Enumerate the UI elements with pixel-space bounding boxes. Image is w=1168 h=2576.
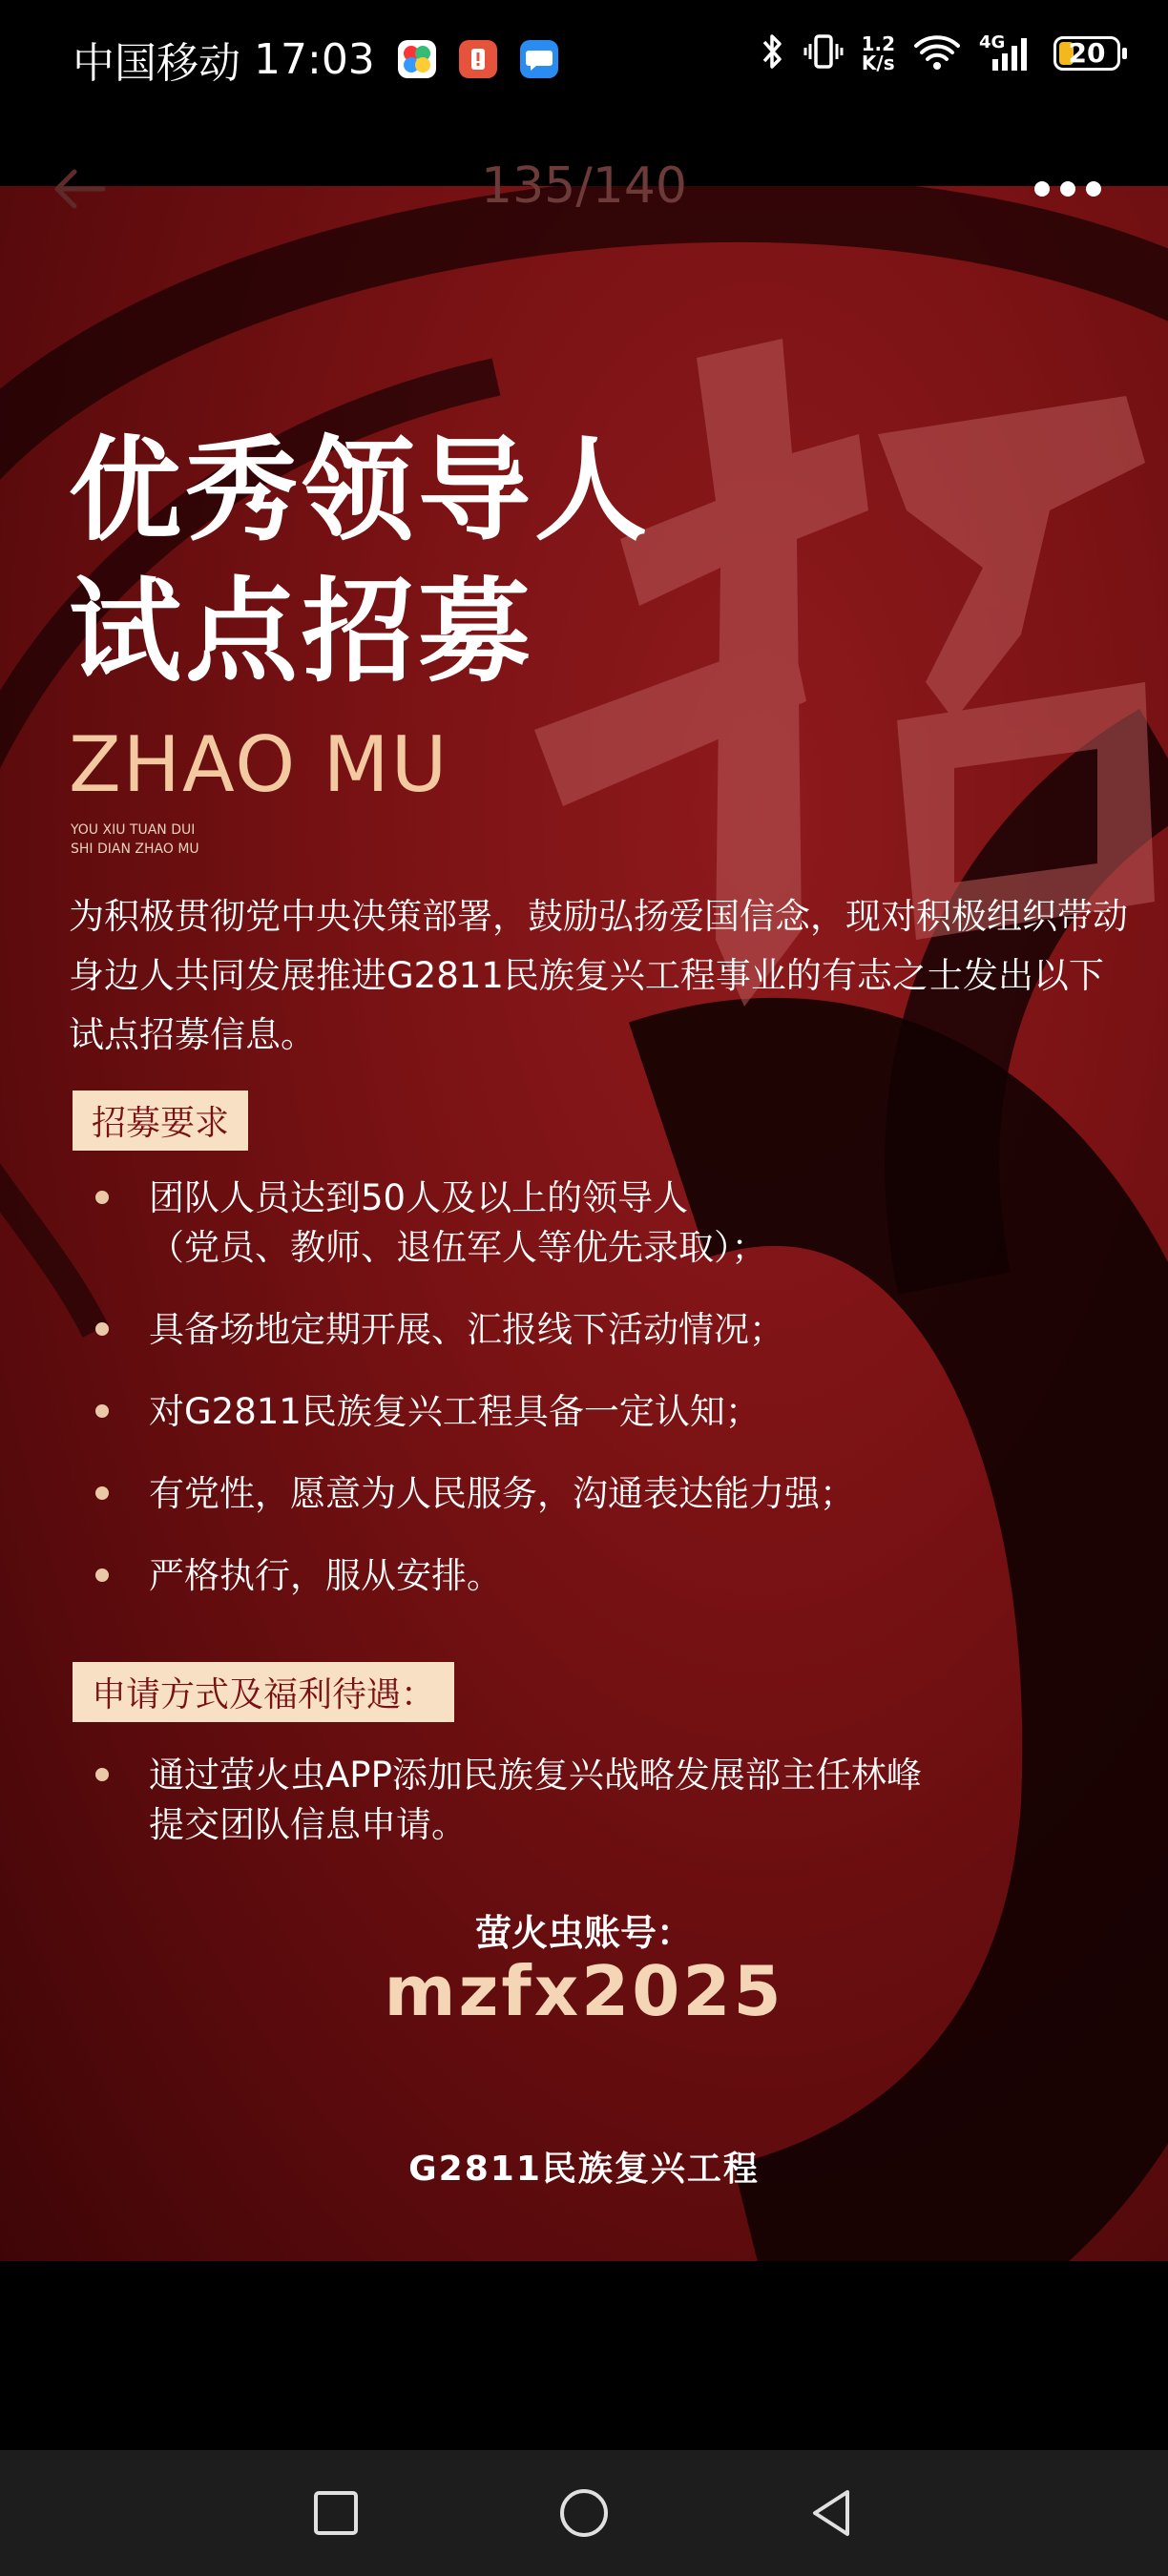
bluetooth-icon [759,31,785,76]
battery-level: 20 [1068,37,1106,69]
requirement-text: 严格执行，服从安排。 [149,1555,502,1596]
bullet-dot [95,1486,109,1500]
requirement-text: 团队人员达到50人及以上的领导人 [149,1177,689,1218]
account-id: mzfx2025 [384,1951,784,2031]
message-app-icon [520,40,558,78]
bullet-dot [95,1191,109,1204]
poster-title [69,420,651,702]
alert-app-icon [459,40,497,78]
app-notification-icon [398,40,436,78]
bullet-dot [95,1404,109,1418]
requirement-text: 具备场地定期开展、汇报线下活动情况； [149,1309,784,1350]
square-icon [307,2484,365,2542]
list-item [86,1305,1097,1355]
poster-subtitle-en: ZHAO MU [69,720,449,809]
bullet-dot [95,1322,109,1336]
requirement-text: 有党性，愿意为人民服务，沟通表达能力强； [149,1473,855,1514]
wifi-icon [912,31,962,76]
requirements-list [86,1174,1097,1633]
title-line-1: 优秀领导人 [69,425,652,556]
battery-indicator [1053,36,1120,71]
status-right [759,31,1120,76]
recents-button[interactable] [307,2484,365,2542]
back-nav-button[interactable] [803,2484,861,2542]
status-bar [0,0,1168,114]
list-item [86,1551,1097,1601]
more-dots-icon [1025,170,1111,208]
system-navigation-bar [0,2450,1168,2576]
apply-text-continued: 提交团队信息申请。 [149,1804,467,1845]
vibrate-icon [803,31,845,76]
apply-list [86,1751,1097,1882]
poster-footer: G2811民族复兴工程 [408,2150,760,2189]
poster-intro: 为积极贯彻党中央决策部署，鼓励弘扬爱国信念，现对积极组织带动身边人共同发展推进G2811民族复兴工程事业的有志之士发出以下试点招募信息。 [69,896,1128,1055]
battery-tip [1122,48,1127,59]
cellular-signal-icon [979,32,1036,74]
net-speed-unit: K/s [861,52,895,74]
more-options-button[interactable] [1025,170,1111,208]
list-item [86,1174,1097,1273]
poster-image [0,186,1168,2261]
poster-small-en [71,821,199,859]
net-speed-value: 1.2 [861,32,895,55]
small-en-line-2: SHI DIAN ZHAO MU [71,841,199,857]
image-counter: 135/140 [480,157,688,215]
status-left [73,29,558,90]
list-item [86,1387,1097,1437]
home-button[interactable] [555,2484,613,2542]
apply-tag: 申请方式及福利待遇： [73,1662,454,1722]
list-item [86,1469,1097,1519]
account-label: 萤火虫账号： [474,1912,693,1954]
bullet-dot [95,1768,109,1781]
circle-icon [555,2484,613,2542]
small-en-line-1: YOU XIU TUAN DUI [71,822,196,838]
apply-text: 通过萤火虫APP添加民族复兴战略发展部主任林峰 [149,1755,922,1796]
network-type-label: 4G [979,32,1006,52]
triangle-back-icon [803,2484,861,2542]
net-speed [862,34,895,73]
requirement-text: 对G2811民族复兴工程具备一定认知； [149,1391,761,1432]
bullet-dot [95,1568,109,1582]
requirement-text-continued: （党员、教师、退伍军人等优先录取）； [149,1227,767,1268]
title-line-2: 试点招募 [69,566,535,697]
carrier-label: 中国移动 [73,39,240,88]
clock: 17:03 [254,34,375,84]
list-item [86,1751,1097,1850]
requirements-tag: 招募要求 [73,1091,248,1151]
